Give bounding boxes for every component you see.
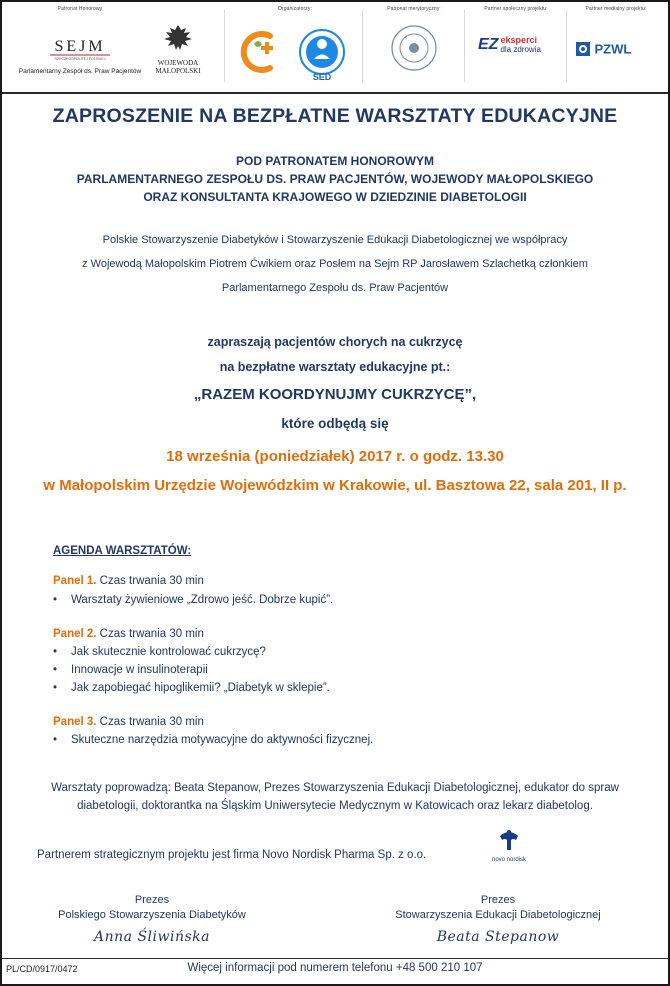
list-item: • Jak skutecznie kontrolować cukrzycę? [53,646,266,658]
panel-1-header [53,575,204,587]
ez-line1: eksperci [500,35,537,45]
organizers-line-1: Polskie Stowarzyszenie Diabetyków i Stowarzyszenie Edukacji Diabetologicznej we współpracy [102,234,568,246]
organizers-line-3: Parlamentarnego Zespołu ds. Praw Pacjentów [221,282,449,294]
invite-line-1: zapraszają pacjentów chorych na cukrzycę [207,335,463,349]
signature-org: Polskiego Stowarzyszenia Diabetyków [58,909,246,921]
list-item: • Innowacje w insulinoterapii [53,664,208,676]
pzwl-logo [576,40,631,58]
organizers-logos-icon [230,16,360,86]
wojewoda-logo-block [148,22,208,75]
wojewoda-line2: MAŁOPOLSKI [155,67,201,75]
organizers-logo-block [230,6,360,91]
handwritten-signature: Anna Śliwińska [94,929,210,945]
strategic-partner-text: Partnerem strategicznym projektu jest firma Novo Nordisk Pharma Sp. z o.o. [37,849,427,861]
invite-line-4: które odbędą się [281,416,389,431]
page-title: ZAPROSZENIE NA BEZPŁATNE WARSZTATY EDUKACYJNE [52,105,618,127]
ez-line2: dla zdrowia [500,45,541,54]
patronage-line-2: PARLAMENTARNEGO ZESPOŁU DS. PRAW PACJENTÓW, WOJEWODY MAŁOPOLSKIEGO [76,172,594,186]
invite-line-2: na bezpłatne warsztaty edukacyjne pt.: [219,360,451,374]
event-place: w Małopolskim Urzędzie Wojewódzkim w Krakowie, ul. Basztowa 22, sala 201, II p. [43,477,627,494]
panel-2-duration: Czas trwania 30 min [96,628,204,640]
workshop-title: „RAZEM KOORDYNUJMY CUKRZYCĘ”, [193,386,477,403]
organizers-caption: Organizatorzy: [278,6,312,12]
panel-3-header [53,716,204,728]
footer-divider [2,958,668,959]
leader-line-2: diabetologii, doktorantka na Śląskim Uniwersytecie Medycznym w Katowicach oraz lekarz diabetolog. [77,800,593,812]
pzwl-mark-icon [576,42,590,56]
sejm-sub: RZECZPOSPOLITEJ POLSKIEJ [54,57,106,61]
event-date: 18 września (poniedziałek) 2017 r. o godz. 13.30 [166,448,504,465]
social-caption: Partner społeczny projektu: [484,6,548,12]
handwritten-signature: Beata Stepanow [436,929,560,945]
sejm-logo-icon [10,32,150,62]
merit-logo-block [364,6,464,83]
panel-3-label: Panel 3. [53,716,97,728]
organizers-line-2: z Wojewodą Małopolskim Piotrem Ćwikiem oraz Posłem na Sejm RP Jarosławem Szlachetką członkiem [82,258,588,270]
agenda-heading: AGENDA WARSZTATÓW: [53,545,192,557]
sejm-logo-block [10,6,150,75]
merit-caption: Patronat merytoryczny: [387,6,441,12]
sed-label: SED [312,72,332,82]
media-caption: Partner medialny projektu: [585,6,647,12]
sejm-under: Parlamentarny Zespół ds. Praw Pacjentów [18,68,142,75]
apis-bull-icon [494,828,524,854]
header-divider [2,92,668,94]
sejm-word: SEJM [54,38,106,55]
honorary-caption: Patronat Honorowy [57,6,103,12]
ez-logo [478,36,558,54]
list-item: • Warsztaty żywieniowe „Zdrowo jeść. Dobrze kupić”. [53,594,334,606]
patronage-line-3: ORAZ KONSULTANTA KRAJOWEGO W DZIEDZINIE DIABETOLOGII [143,190,527,204]
signature-block-psd [32,894,272,945]
panel-3-duration: Czas trwania 30 min [96,716,204,728]
signature-role: Prezes [480,894,516,906]
panel-1-duration: Czas trwania 30 min [96,575,204,587]
ez-mark: EZ [478,36,499,53]
leader-line-1: Warsztaty poprowadzą: Beata Stepanow, Prezes Stowarzyszenia Edukacji Diabetologicznej, edukator do spraw [51,782,619,794]
patronage-line-1: POD PATRONATEM HONOROWYM [236,154,434,168]
signature-block-sed [378,894,618,945]
pzwl-text: PZWL [594,41,632,57]
novo-nordisk-text: novo nordisk [491,857,527,863]
logo-bar [2,2,668,92]
document-ref: PL/CD/0917/0472 [6,964,78,974]
signature-org: Stowarzyszenia Edukacji Diabetologicznej [395,909,601,921]
contact-info: Więcej informacji pod numerem telefonu +48 500 210 107 [187,962,483,974]
list-item: • Skuteczne narzędzia motywacyjne do aktywności fizycznej. [53,734,374,746]
consultant-seal-icon [364,18,464,78]
list-item: • Jak zapobiegać hipoglikemii? „Diabetyk w sklepie”. [53,682,330,694]
media-partner-block [568,6,664,57]
signature-role: Prezes [134,894,170,906]
social-partner-block [466,6,566,54]
wojewoda-line1: WOJEWODA [157,59,199,67]
panel-1-label: Panel 1. [53,575,97,587]
eagle-emblem-icon [148,22,208,54]
panel-2-label: Panel 2. [53,628,97,640]
panel-2-header [53,628,204,640]
novo-nordisk-logo [484,828,534,863]
